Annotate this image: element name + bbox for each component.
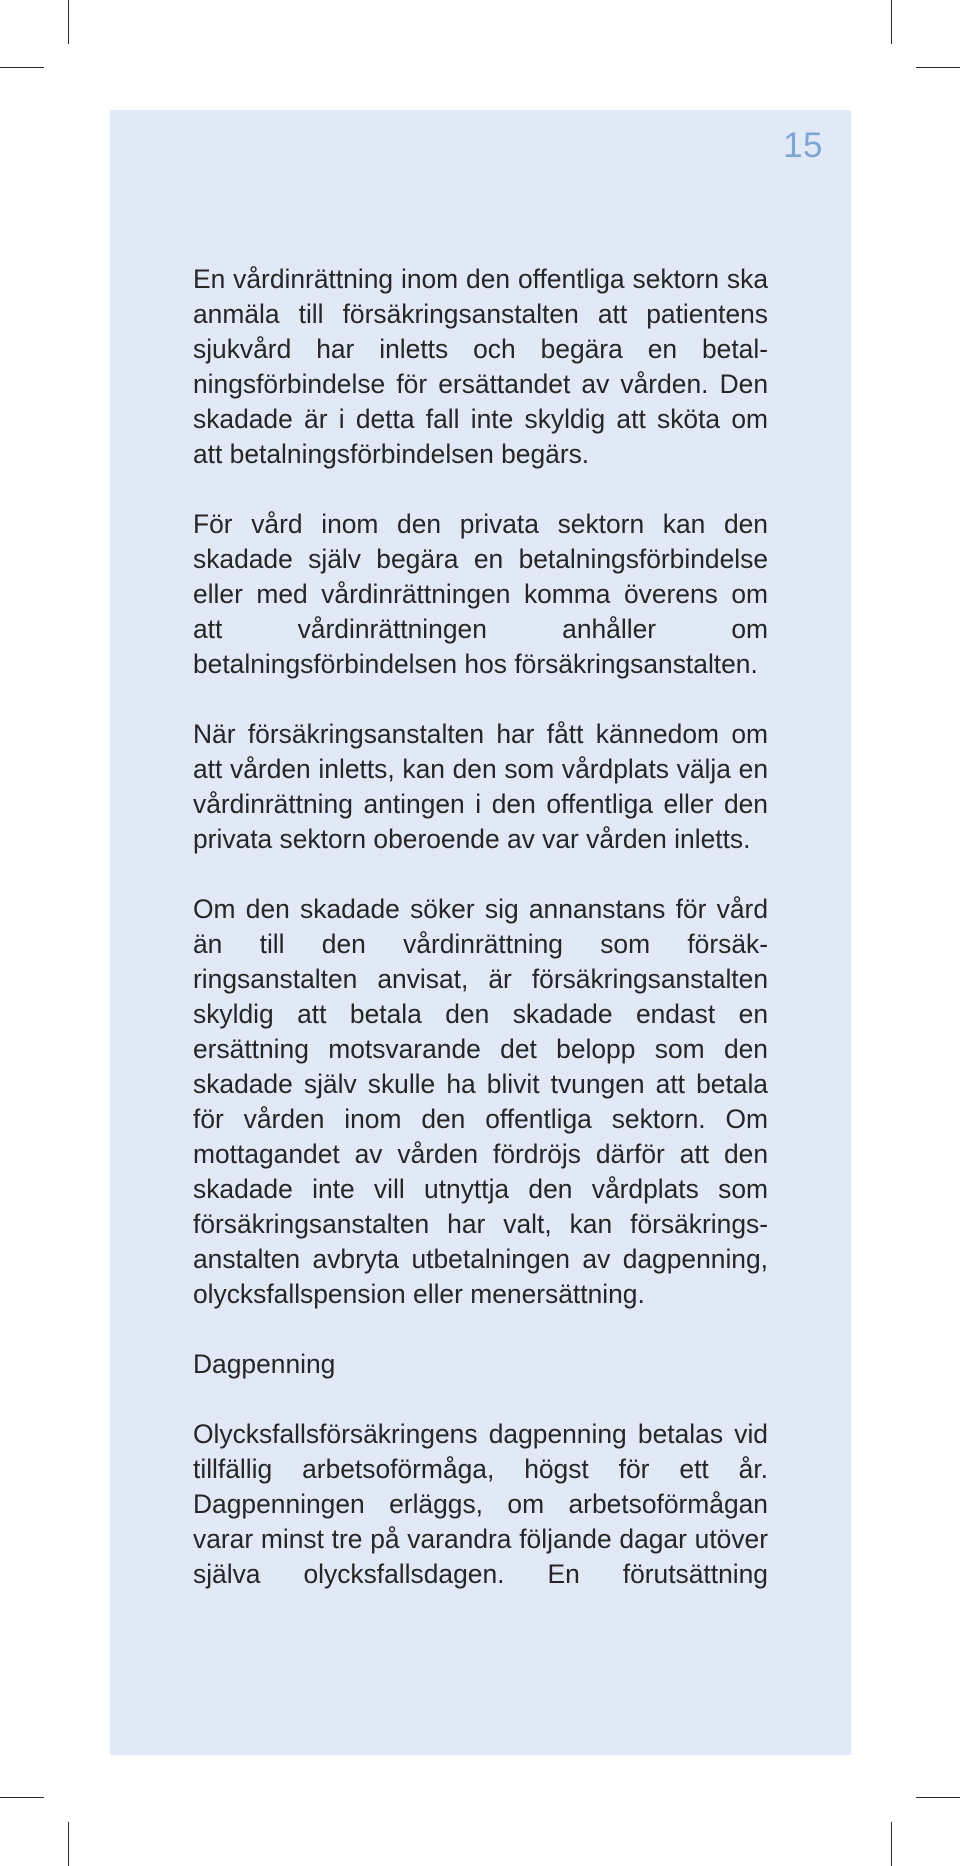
paragraph-daily-allowance: Olycksfallsförsäkringens dagpenning betalas vid tillfällig arbetsoförmåga, högst för ett år. Dagpenningen erläggs, om arbetsoförmågan varar minst tre på varandra följande dagar utöver själva olycksfallsdagen. En förutsättning bbox=[193, 1419, 768, 1589]
crop-mark-bottom-left-vertical bbox=[68, 1822, 69, 1866]
crop-mark-bottom-right-horizontal bbox=[916, 1797, 960, 1798]
crop-mark-bottom-right-vertical bbox=[891, 1822, 892, 1866]
paragraph-public-sector: En vårdinrättning inom den offentliga sektorn ska anmäla till försäkringsanstalten att patientens sjukvård har inletts och begära en betalningsförbindelse för ersättandet av vården. Den skadade är i detta fall inte skyldig att sköta om att betalningsförbindelsen begärs. bbox=[193, 264, 768, 469]
crop-mark-top-left-vertical bbox=[68, 0, 69, 44]
page-number: 15 bbox=[783, 126, 823, 165]
page-panel bbox=[110, 110, 851, 1755]
paragraph-private-sector: För vård inom den privata sektorn kan den skadade själv begära en betalningsförbindelse eller med vårdinrättningen komma överens om att vårdinrättningen anhåller om betalningsförbindelsen hos försäkringsanstalten. bbox=[193, 509, 768, 679]
crop-mark-top-right-vertical bbox=[891, 0, 892, 44]
crop-mark-top-right-horizontal bbox=[916, 67, 960, 68]
section-heading: Dagpenning bbox=[193, 1349, 336, 1379]
paragraph-choice-of-care: När försäkringsanstalten har fått kännedom om att vården inletts, kan den som vårdplats välja en vårdinrättning antingen i den offentliga eller den privata sektorn oberoende av var vården inletts. bbox=[193, 719, 768, 854]
crop-mark-top-left-horizontal bbox=[0, 67, 44, 68]
page-content bbox=[193, 262, 768, 1627]
crop-mark-bottom-left-horizontal bbox=[0, 1797, 44, 1798]
paragraph-care-elsewhere: Om den skadade söker sig annanstans för vård än till den vårdinrättning som försäkringsanstalten anvisat, är försäkringsanstalten skyldig att betala den skadade endast en ersättning motsvarande det belopp som den skadade själv skulle ha blivit tvungen att betala för vården inom den offentliga sektorn. Om mottagandet av vården fördröjs därför att den skadade inte vill utnyttja den vårdplats som försäkringsanstalten har valt, kan försäkringsanstalten avbryta utbetalningen av dagpenning, olycksfallspension eller menersättning. bbox=[193, 894, 768, 1309]
